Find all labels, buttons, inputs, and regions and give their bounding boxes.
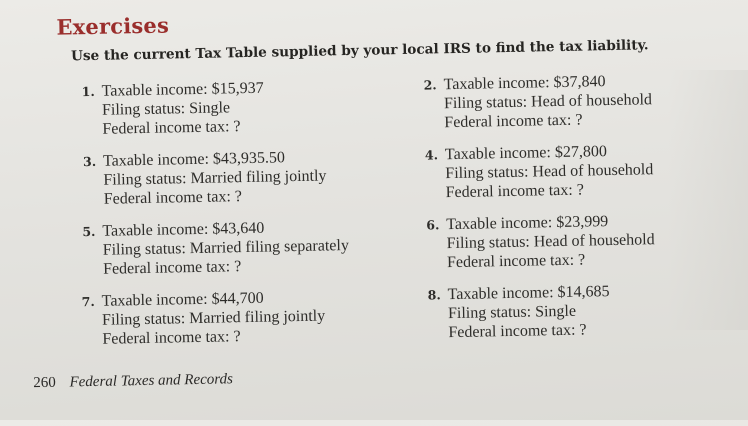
exercise-number: 8.	[427, 287, 441, 303]
taxable-income: Taxable income: $43,935.50	[102, 149, 286, 170]
exercise-number: 6.	[426, 217, 440, 233]
exercise-7	[82, 288, 326, 350]
federal-income-tax: Federal income tax: ?	[445, 181, 585, 202]
federal-income-tax: Federal income tax: ?	[103, 188, 243, 208]
exercise-3	[83, 147, 327, 209]
section-heading: Exercises	[56, 12, 170, 40]
page-footer	[33, 371, 233, 392]
exercise-number: 7.	[81, 293, 95, 310]
exercise-2	[423, 71, 652, 132]
filing-status: Filing status: Married filing jointly	[101, 307, 326, 329]
exercise-6	[426, 211, 655, 272]
filing-status: Filing status: Married filing separately	[102, 237, 350, 259]
federal-income-tax: Federal income tax: ?	[102, 258, 242, 278]
federal-income-tax: Federal income tax: ?	[102, 118, 241, 138]
exercise-number: 3.	[82, 153, 97, 170]
federal-income-tax: Federal income tax: ?	[444, 111, 583, 132]
page-number: 260	[33, 374, 56, 392]
filing-status: Filing status: Head of household	[445, 161, 654, 183]
exercise-1	[82, 79, 265, 139]
taxable-income: Taxable income: $14,685	[447, 283, 610, 304]
federal-income-tax: Federal income tax: ?	[446, 251, 586, 272]
exercise-4	[425, 141, 654, 202]
filing-status: Filing status: Married filing jointly	[103, 167, 327, 189]
section-title: Federal Taxes and Records	[69, 371, 234, 391]
exercise-number: 5.	[82, 223, 96, 240]
exercise-number: 4.	[424, 147, 439, 163]
taxable-income: Taxable income: $43,640	[102, 219, 265, 240]
exercise-number: 1.	[81, 83, 95, 100]
taxable-income: Taxable income: $44,700	[101, 289, 264, 310]
federal-income-tax: Federal income tax: ?	[102, 328, 241, 348]
exercise-8	[427, 282, 610, 342]
taxable-income: Taxable income: $23,999	[446, 213, 609, 234]
filing-status: Filing status: Single	[101, 99, 231, 119]
filing-status: Filing status: Single	[447, 302, 577, 323]
instructions: Use the current Tax Table supplied by your local IRS to find the tax liability.	[70, 37, 649, 65]
filing-status: Filing status: Head of household	[446, 231, 655, 253]
exercise-5	[82, 217, 349, 279]
federal-income-tax: Federal income tax: ?	[448, 321, 587, 342]
taxable-income: Taxable income: $27,800	[444, 143, 608, 164]
taxable-income: Taxable income: $15,937	[101, 79, 264, 100]
taxable-income: Taxable income: $37,840	[443, 73, 606, 94]
filing-status: Filing status: Head of household	[443, 91, 653, 113]
exercise-number: 2.	[423, 77, 437, 93]
